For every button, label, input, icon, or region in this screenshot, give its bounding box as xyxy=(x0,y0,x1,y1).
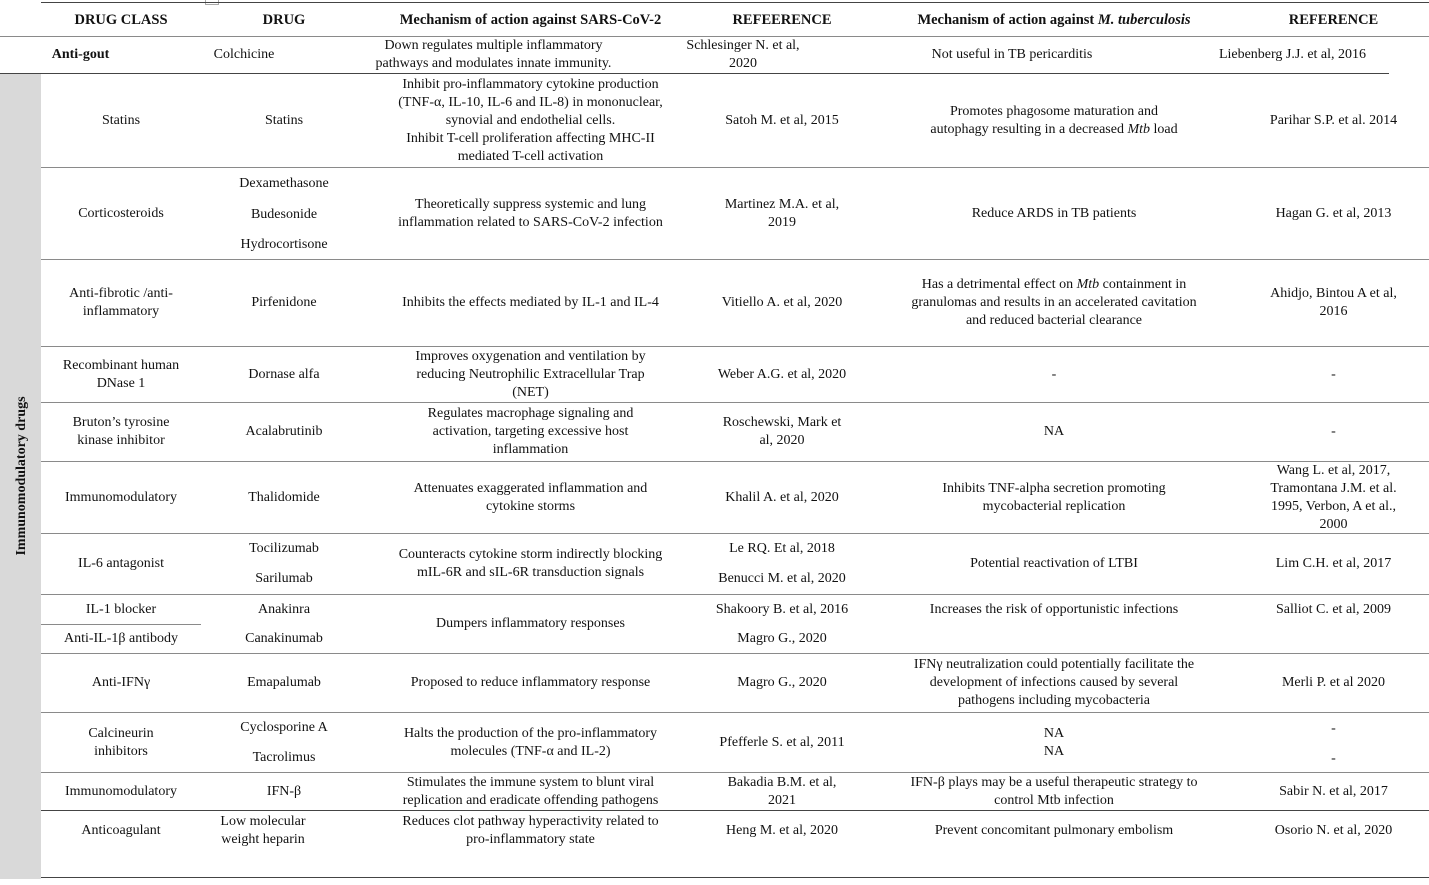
il6-mech-sars: Counteracts cytokine storm indirectly blocking mIL-6R and sIL-6R transduction signals xyxy=(398,547,663,580)
statins-drug: Statins xyxy=(264,113,304,128)
header-drug: DRUG xyxy=(262,12,306,28)
thalidomide-mech-tb: Inhibits TNF-alpha secretion promoting mycobacterial replication xyxy=(942,480,1166,514)
anticoag-ref2: Osorio N. et al, 2020 xyxy=(1274,823,1393,838)
anticoag-class: Anticoagulant xyxy=(81,823,161,838)
anticoag-mech-tb: Prevent concomitant pulmonary embolism xyxy=(934,823,1174,838)
btk-ref2: - xyxy=(1331,424,1336,439)
anticoag-mech-sars: Reduces clot pathway hyperactivity related to pro-inflammatory state xyxy=(402,814,659,847)
statins-class: Statins xyxy=(101,113,141,128)
antigout-ref2: Liebenberg J.J. et al, 2016 xyxy=(1218,47,1367,62)
calcineurin-drugs: Cyclosporine A Tacrolimus xyxy=(240,720,328,765)
ifng-mech-sars: Proposed to reduce inflammatory response xyxy=(410,675,651,690)
btk-mech-tb: NA xyxy=(1043,424,1065,439)
group-label: Immunomodulatory drugs xyxy=(14,396,29,556)
ifng-ref2: Merli P. et al 2020 xyxy=(1281,675,1386,690)
btk-ref1: Roschewski, Mark et al, 2020 xyxy=(722,415,842,448)
corticosteroids-ref1: Martinez M.A. et al, 2019 xyxy=(724,196,840,230)
corticosteroids-class: Corticosteroids xyxy=(78,205,164,221)
statins-ref2: Parihar S.P. et al. 2014 xyxy=(1269,113,1398,128)
thalidomide-ref2: Wang L. et al, 2017, Tramontana J.M. et al. 1995, Verbon, A et al., 2000 xyxy=(1270,462,1397,532)
header-ref1: REFEERENCE xyxy=(732,12,832,28)
statins-mech-tb: Promotes phagosome maturation and autophagy resulting in a decreased Mtb load xyxy=(930,104,1178,137)
il6-ref2: Lim C.H. et al, 2017 xyxy=(1275,556,1392,571)
header-drug-class: DRUG CLASS xyxy=(74,12,168,28)
ifnb-class: Immunomodulatory xyxy=(65,783,177,799)
ifnb-drug: IFN-β xyxy=(266,783,302,799)
calcineurin-ref1: Pfefferle S. et al, 2011 xyxy=(719,734,845,750)
corticosteroids-mech-sars: Theoretically suppress systemic and lung inflammation related to SARS-CoV-2 infection xyxy=(398,196,663,230)
antigout-ref1: Schlesinger N. et al, 2020 xyxy=(686,38,800,71)
ifnb-mech-sars: Stimulates the immune system to blunt viral replication and eradicate offending pathogens xyxy=(402,774,659,808)
rule-il6 xyxy=(41,594,1429,595)
antifibrotic-ref1: Vitiello A. et al, 2020 xyxy=(721,295,843,310)
il1-drug-1: Anakinra xyxy=(257,602,311,617)
ifng-drug: Emapalumab xyxy=(247,675,321,690)
corticosteroids-ref2: Hagan G. et al, 2013 xyxy=(1275,205,1392,221)
thalidomide-class: Immunomodulatory xyxy=(65,489,177,505)
antigout-drug: Colchicine xyxy=(213,47,275,62)
ifnb-mech-tb: IFN-β plays may be a useful therapeutic strategy to control Mtb infection xyxy=(910,774,1198,808)
thalidomide-drug: Thalidomide xyxy=(248,489,320,505)
il6-mech-tb: Potential reactivation of LTBI xyxy=(970,556,1138,571)
il1-mech-sars: Dumpers inflammatory responses xyxy=(436,616,625,631)
il1-ref1-1: Shakoory B. et al, 2016 xyxy=(715,602,849,617)
header-ref2: REFERENCE xyxy=(1288,12,1379,28)
btk-class: Bruton’s tyrosine kinase inhibitor xyxy=(72,415,170,448)
header-mech-tb: Mechanism of action against M. tuberculosis xyxy=(917,12,1191,28)
dnase-mech-tb: - xyxy=(1051,366,1057,382)
thalidomide-ref1: Khalil A. et al, 2020 xyxy=(725,489,839,505)
corticosteroids-drugs: Dexamethasone Budesonide Hydrocortisone xyxy=(239,176,329,252)
dnase-drug: Dornase alfa xyxy=(248,366,320,382)
header-top-rule xyxy=(41,2,1429,3)
ifng-mech-tb: IFNγ neutralization could potentially facilitate the development of infections caused by several pathogens including mycobacteria xyxy=(913,657,1195,708)
antifibrotic-class: Anti-fibrotic /anti- inflammatory xyxy=(69,286,173,319)
dnase-ref1: Weber A.G. et al, 2020 xyxy=(717,366,847,382)
btk-drug: Acalabrutinib xyxy=(245,424,323,439)
btk-mech-sars: Regulates macrophage signaling and activation, targeting excessive host inflammation xyxy=(427,406,634,457)
antigout-class: Anti-gout xyxy=(51,47,110,62)
antifibrotic-mech-sars: Inhibits the effects mediated by IL-1 and IL-4 xyxy=(402,295,659,310)
il6-drugs: Tocilizumab Sarilumab xyxy=(249,541,319,586)
calcineurin-class: Calcineurin inhibitors xyxy=(88,725,154,759)
header-mech-sars: Mechanism of action against SARS-CoV-2 xyxy=(399,12,662,28)
antigout-mech-sars: Down regulates multiple inflammatory pathways and modulates innate immunity. xyxy=(375,38,612,71)
calcineurin-mech-sars: Halts the production of the pro-inflammatory molecules (TNF-α and IL-2) xyxy=(403,725,658,759)
rule-il1-split xyxy=(41,624,201,625)
il1-drug-2: Canakinumab xyxy=(245,631,323,646)
calcineurin-mech-tb: NA NA xyxy=(1043,725,1065,759)
il1-class-antibody: Anti-IL-1β antibody xyxy=(63,631,179,646)
antifibrotic-ref2: Ahidjo, Bintou A et al, 2016 xyxy=(1270,286,1397,319)
dnase-ref2: - xyxy=(1331,366,1336,382)
antifibrotic-drug: Pirfenidone xyxy=(251,295,317,310)
il1-ref1-2: Magro G., 2020 xyxy=(737,631,827,646)
calcineurin-ref2: - - xyxy=(1331,721,1336,766)
corticosteroids-mech-tb: Reduce ARDS in TB patients xyxy=(971,205,1137,221)
statins-ref1: Satoh M. et al, 2015 xyxy=(725,113,839,128)
il1-mech-tb: Increases the risk of opportunistic infections xyxy=(929,602,1179,617)
thalidomide-mech-sars: Attenuates exaggerated inflammation and cytokine storms xyxy=(413,480,648,514)
il6-ref1: Le RQ. Et al, 2018 Benucci M. et al, 2020 xyxy=(718,541,846,586)
dnase-class: Recombinant human DNase 1 xyxy=(62,357,180,391)
il6-class: IL-6 antagonist xyxy=(78,556,164,571)
il1-class-blocker: IL-1 blocker xyxy=(85,602,157,617)
il1-ref2: Salliot C. et al, 2009 xyxy=(1275,602,1392,617)
antigout-bottom-rule xyxy=(0,73,1389,74)
ifng-class: Anti-IFNγ xyxy=(91,675,151,690)
anticoag-drug: Low molecular weight heparin xyxy=(220,814,306,847)
statins-mech-sars: Inhibit pro-inflammatory cytokine production (TNF-α, IL-10, IL-6 and IL-8) in mononuclear, synovial and endothelial cells. Inhibit T-cell proliferation affecting MHC-II mediated T-cell activation xyxy=(398,77,663,164)
ifnb-ref2: Sabir N. et al, 2017 xyxy=(1279,783,1388,799)
anticoag-ref1: Heng M. et al, 2020 xyxy=(726,823,838,838)
antifibrotic-mech-tb: Has a detrimental effect on Mtb containment in granulomas and results in an accelerated cavitation and reduced bacterial clearance xyxy=(911,277,1197,328)
ifng-ref1: Magro G., 2020 xyxy=(737,675,827,690)
antigout-mech-tb: Not useful in TB pericarditis xyxy=(931,47,1093,62)
ifnb-ref1: Bakadia B.M. et al, 2021 xyxy=(727,774,837,808)
table-bottom-rule xyxy=(0,877,1429,878)
dnase-mech-sars: Improves oxygenation and ventilation by reducing Neutrophilic Extracellular Trap (NET) xyxy=(415,348,646,400)
